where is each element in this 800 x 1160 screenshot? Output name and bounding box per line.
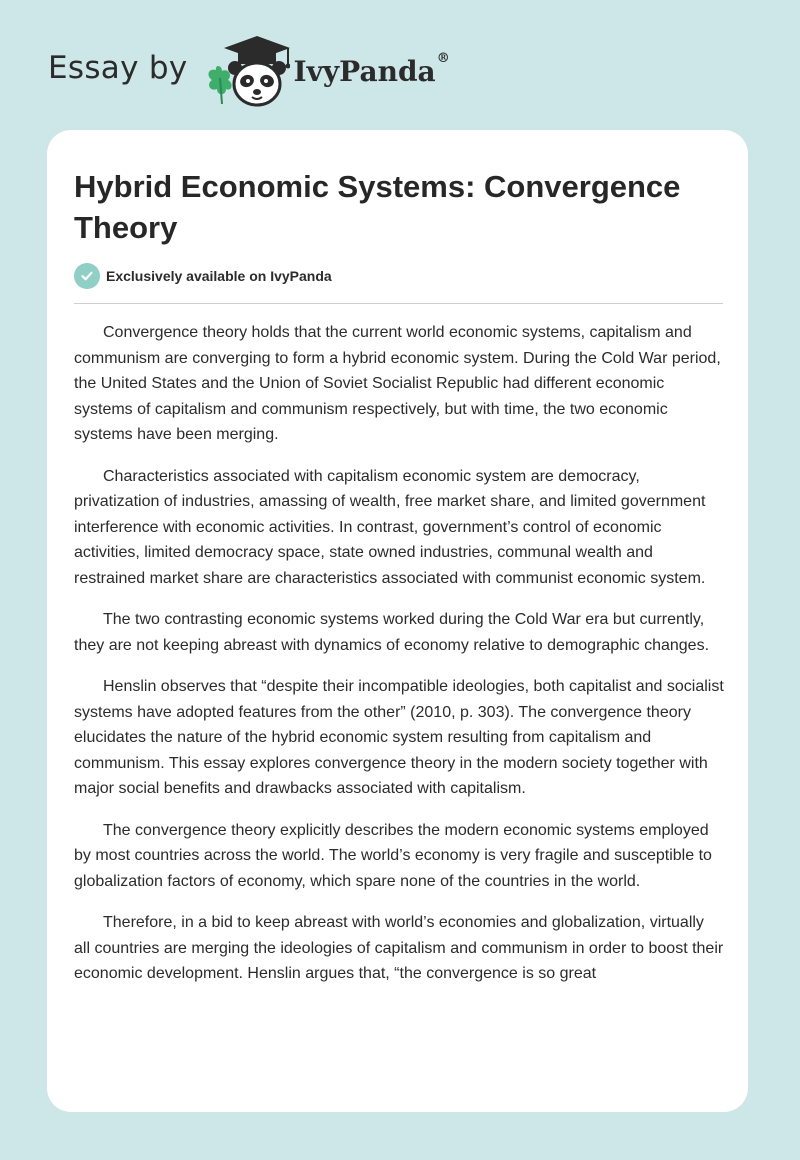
registered-mark: ® [436,50,450,66]
essay-card [47,130,748,1112]
brand-name[interactable] [293,50,450,88]
exclusive-notice [74,263,332,289]
page-title: Hybrid Economic Systems: Convergence Theory [74,169,681,245]
paragraph: Convergence theory holds that the current world economic systems, capitalism and communism are converging to form a hybrid economic system. During the Cold War period, the United States and the Union of Soviet Socialist Republic had different economic systems of capitalism and communism respectively, but with time, the two economic systems have been merging. [74,324,721,443]
paragraph: Henslin observes that “despite their incompatible ideologies, both capitalist and socialist systems have adopted features from the other” (2010, p. 303). The convergence theory elucidates the nature of the hybrid economic system resulting from capitalism and communism. This essay explores convergence theory in the modern society together with major social benefits and drawbacks associated with capitalism. [74,678,724,797]
site-header [48,34,450,110]
brand-label: IvyPanda [293,54,436,88]
essay-by-label: Essay by [48,50,188,86]
exclusive-label: Exclusively available on IvyPanda [106,268,332,284]
panda-graduate-icon [202,34,290,110]
paragraph: Therefore, in a bid to keep abreast with world’s economies and globalization, virtually all countries are merging the ideologies of capitalism and communism in order to boost their economic development. Henslin argues that, “the convergence is so great [74,914,724,982]
divider [74,303,723,304]
check-icon [74,263,100,289]
paragraph: The two contrasting economic systems worked during the Cold War era but currently, they are not keeping abreast with dynamics of economy relative to demographic changes. [74,611,710,654]
essay-body [74,320,724,1003]
paragraph: The convergence theory explicitly describes the modern economic systems employed by most countries across the world. The world’s economy is very fragile and susceptible to globalization factors of economy, which spare none of the countries in the world. [74,821,712,890]
paragraph: Characteristics associated with capitalism economic system are democracy, privatization of industries, amassing of wealth, free market share, and limited government interference with economic activities. In contrast, government’s control of economic activities, limited democracy space, state owned industries, communal wealth and restrained market share are characteristics associated with communist economic system. [74,467,706,587]
ivy-leaf-icon [208,66,231,104]
